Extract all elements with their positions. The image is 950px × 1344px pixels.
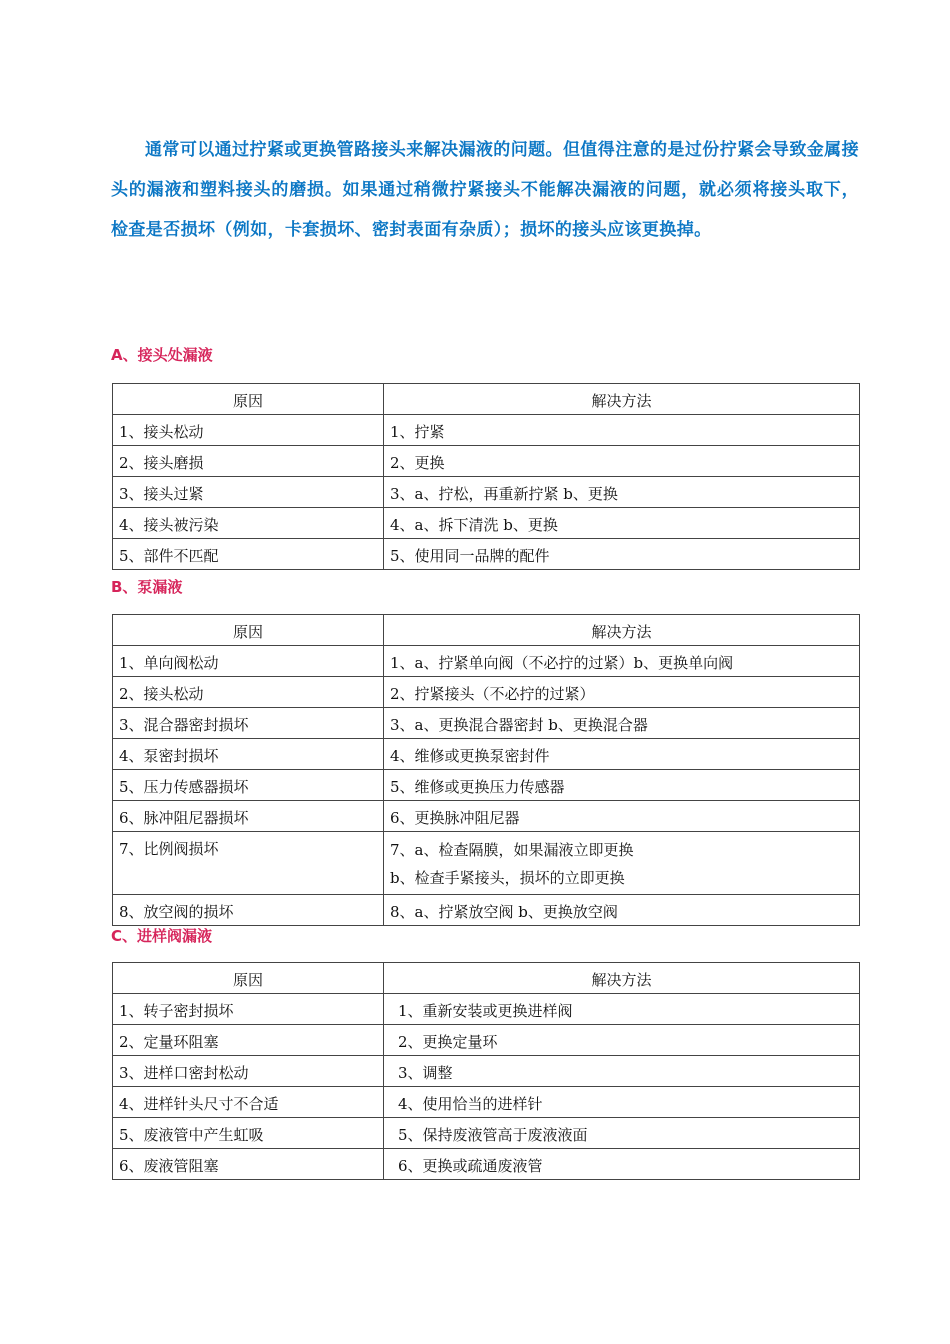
table-row — [113, 994, 860, 1025]
solution-cell — [384, 832, 860, 895]
section-a-title: A、接头处漏液 — [111, 346, 213, 364]
cause-cell: 1、接头松动 — [113, 415, 384, 446]
section-b-title: B、泵漏液 — [111, 578, 183, 596]
solution-cell: 4、使用恰当的进样针 — [384, 1087, 860, 1118]
solution-cell: 3、a、拧松，再重新拧紧 b、更换 — [384, 477, 860, 508]
table-row — [113, 770, 860, 801]
table-row — [113, 539, 860, 570]
cause-cell: 5、废液管中产生虹吸 — [113, 1118, 384, 1149]
solution-cell: 3、调整 — [384, 1056, 860, 1087]
table-row — [113, 508, 860, 539]
cause-cell: 3、混合器密封损坏 — [113, 708, 384, 739]
section-a-table — [112, 383, 860, 570]
table-row — [113, 1149, 860, 1180]
table-row — [113, 1025, 860, 1056]
solution-cell: 4、a、拆下清洗 b、更换 — [384, 508, 860, 539]
table-header-row — [113, 963, 860, 994]
solution-cell: 2、更换定量环 — [384, 1025, 860, 1056]
table-header-row — [113, 384, 860, 415]
cause-cell: 4、接头被污染 — [113, 508, 384, 539]
cause-cell: 5、压力传感器损坏 — [113, 770, 384, 801]
cause-cell: 3、进样口密封松动 — [113, 1056, 384, 1087]
solution-header: 解决方法 — [384, 963, 860, 994]
table-row — [113, 415, 860, 446]
cause-cell: 7、比例阀损坏 — [113, 832, 384, 895]
cause-header: 原因 — [113, 615, 384, 646]
section-c-table — [112, 962, 860, 1180]
solution-header: 解决方法 — [384, 384, 860, 415]
cause-cell: 6、废液管阻塞 — [113, 1149, 384, 1180]
solution-cell: 1、拧紧 — [384, 415, 860, 446]
table-row — [113, 1056, 860, 1087]
table-row — [113, 1118, 860, 1149]
table-row — [113, 646, 860, 677]
cause-cell: 1、转子密封损坏 — [113, 994, 384, 1025]
cause-cell: 8、放空阀的损坏 — [113, 895, 384, 926]
solution-cell: 5、维修或更换压力传感器 — [384, 770, 860, 801]
table-row — [113, 801, 860, 832]
cause-cell: 5、部件不匹配 — [113, 539, 384, 570]
section-b-table — [112, 614, 860, 926]
cause-header: 原因 — [113, 963, 384, 994]
section-c-title: C、进样阀漏液 — [111, 927, 213, 945]
cause-cell: 6、脉冲阻尼器损坏 — [113, 801, 384, 832]
solution-cell: 2、更换 — [384, 446, 860, 477]
table-row — [113, 1087, 860, 1118]
solution-cell: 3、a、更换混合器密封 b、更换混合器 — [384, 708, 860, 739]
solution-cell: 8、a、拧紧放空阀 b、更换放空阀 — [384, 895, 860, 926]
solution-cell: 5、保持废液管高于废液液面 — [384, 1118, 860, 1149]
table-row — [113, 446, 860, 477]
cause-cell: 4、进样针头尺寸不合适 — [113, 1087, 384, 1118]
table-row — [113, 739, 860, 770]
cause-cell: 4、泵密封损坏 — [113, 739, 384, 770]
solution-cell: 4、维修或更换泵密封件 — [384, 739, 860, 770]
cause-cell: 2、接头磨损 — [113, 446, 384, 477]
table-row — [113, 895, 860, 926]
table-row — [113, 832, 860, 895]
table-row — [113, 477, 860, 508]
solution-header: 解决方法 — [384, 615, 860, 646]
cause-cell: 2、接头松动 — [113, 677, 384, 708]
intro-paragraph: 通常可以通过拧紧或更换管路接头来解决漏液的问题。但值得注意的是过份拧紧会导致金属接头的漏液和塑料接头的磨损。如果通过稍微拧紧接头不能解决漏液的问题，就必须将接头取下，检查是否损坏（例如，卡套损坏、密封表面有杂质）；损坏的接头应该更换掉。 — [111, 140, 859, 240]
cause-cell: 3、接头过紧 — [113, 477, 384, 508]
table-row — [113, 708, 860, 739]
solution-cell: 1、a、拧紧单向阀（不必拧的过紧）b、更换单向阀 — [384, 646, 860, 677]
cause-cell: 1、单向阀松动 — [113, 646, 384, 677]
solution-cell: 6、更换或疏通废液管 — [384, 1149, 860, 1180]
solution-cell: 1、重新安装或更换进样阀 — [384, 994, 860, 1025]
table-row — [113, 677, 860, 708]
solution-cell: 2、拧紧接头（不必拧的过紧） — [384, 677, 860, 708]
solution-line: b、检查手紧接头，损坏的立即更换 — [390, 869, 625, 887]
table-header-row — [113, 615, 860, 646]
cause-cell: 2、定量环阻塞 — [113, 1025, 384, 1056]
solution-cell: 6、更换脉冲阻尼器 — [384, 801, 860, 832]
solution-cell: 5、使用同一品牌的配件 — [384, 539, 860, 570]
cause-header: 原因 — [113, 384, 384, 415]
solution-line: 7、a、检查隔膜，如果漏液立即更换 — [390, 841, 634, 859]
